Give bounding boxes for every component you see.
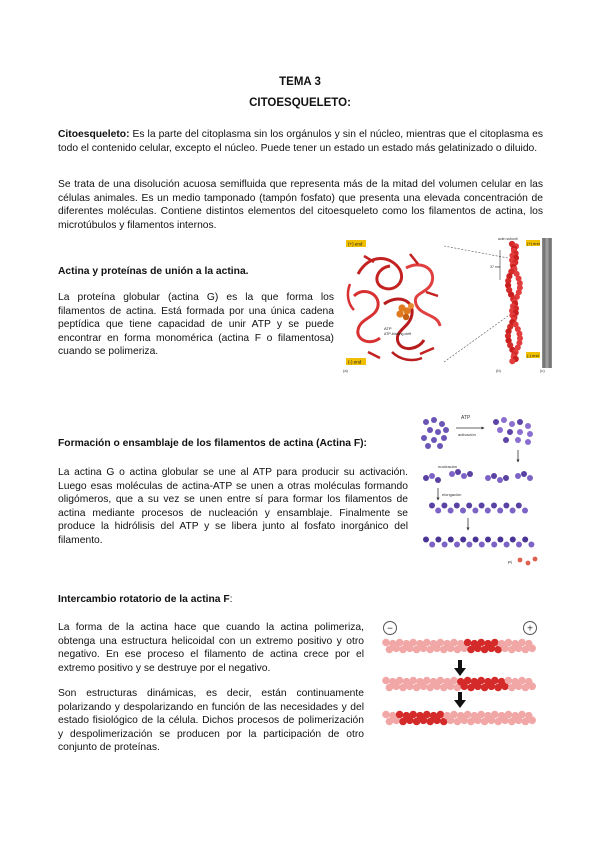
plus-end-symbol xyxy=(524,622,537,635)
oligomer-subunit xyxy=(429,473,435,479)
actin-subunit xyxy=(477,711,485,719)
atp-actin-monomer xyxy=(527,431,533,437)
filament-subunit xyxy=(479,542,485,548)
actin-subunit xyxy=(528,683,536,691)
atp-actin-monomer xyxy=(503,437,509,443)
filament-subunit xyxy=(429,542,435,548)
filament-subunit xyxy=(528,542,534,548)
actin-subunit xyxy=(409,677,417,685)
oligomer-subunit xyxy=(515,473,521,479)
g-actin-monomer xyxy=(431,437,437,443)
g-actin-monomer xyxy=(425,443,431,449)
filament-subunit xyxy=(454,542,460,548)
down-arrow-icon xyxy=(454,692,466,708)
filament-subunit xyxy=(460,508,466,514)
filament-subunit xyxy=(423,537,429,543)
atp-actin-monomer xyxy=(517,429,523,435)
actin-subunit xyxy=(382,639,390,647)
intro-term: Citoesqueleto: xyxy=(58,129,130,140)
actin-subunit xyxy=(450,639,458,647)
actin-assembly-figure xyxy=(418,412,548,572)
actin-subunit xyxy=(477,639,485,647)
g-actin-monomer xyxy=(423,419,429,425)
nucleation-label: nucleación xyxy=(438,464,458,469)
actin-subunit xyxy=(396,639,404,647)
oligomer-subunit xyxy=(435,477,441,483)
filament-subunit xyxy=(516,542,522,548)
phosphate-label: Pi xyxy=(508,560,513,565)
positive-end-label: (+) end xyxy=(348,241,363,247)
filament-subunit xyxy=(454,503,460,509)
filament-subunit xyxy=(516,503,522,509)
actin-subunit xyxy=(528,717,536,725)
actin-subunit xyxy=(437,677,445,685)
actin-subunit xyxy=(491,677,499,685)
intro-definition: Es la parte del citoplasma sin los orgánulos y sin el núcleo, mientras que el citoplasma es todo el contenido celular, excepto el núcleo. Puede tener un estado un estado más gelatinizado o diluido. xyxy=(58,129,543,154)
filament-subunit xyxy=(485,508,491,514)
g-actin-monomer xyxy=(421,435,427,441)
atp-actin-monomer xyxy=(501,417,507,423)
filament-subunit xyxy=(491,503,497,509)
panel-b-label: (b) xyxy=(496,368,501,373)
g-actin-monomer xyxy=(443,427,449,433)
filament-subunit xyxy=(466,503,472,509)
g-actin-monomer xyxy=(437,443,443,449)
atp-actin-monomer xyxy=(507,429,513,435)
svg-text:+: + xyxy=(527,623,533,635)
actin-subunit xyxy=(477,677,485,685)
atp-actin-monomer xyxy=(525,439,531,445)
topic-title: TEMA 3 xyxy=(279,76,321,88)
actin-subunit xyxy=(464,639,472,647)
filament-subunit xyxy=(497,537,503,543)
intro-paragraph-2: Se trata de una disolución acuosa semifluida que representa más de la mitad del volumen celular en las células animales. Es un medio tamponado (tampón fosfato) que presenta una elevada concentración de diferentes moléculas. Contiene distintos elementos del citoesqueleto como los filamentos de actina, los microtúbulos y filamentos internos. xyxy=(58,179,543,231)
actin-subunit xyxy=(528,645,536,653)
filament-subunit xyxy=(442,542,448,548)
filament-subunit xyxy=(429,503,435,509)
filament-subunit xyxy=(466,542,472,548)
atp-label: ATP xyxy=(384,326,392,331)
mature-filament xyxy=(423,537,534,548)
negative-end-label: (-) end xyxy=(348,359,362,365)
actin-subunit xyxy=(423,677,431,685)
actin-subunit xyxy=(518,677,526,685)
panel-a-label: (a) xyxy=(343,368,348,373)
atp-actin-monomer xyxy=(517,419,523,425)
filament-subunit xyxy=(522,508,528,514)
treadmilling-heading-text: Intercambio rotatorio de la actina F xyxy=(58,594,230,605)
section-heading-assembly: Formación o ensamblaje de los filamentos de actina (Actina F): xyxy=(58,438,367,449)
actin-subunit xyxy=(437,711,445,719)
filament-subunit xyxy=(448,508,454,514)
svg-text:−: − xyxy=(387,623,393,635)
filament-stage-2 xyxy=(382,677,536,692)
filament-subunit xyxy=(435,537,441,543)
filament-subunit xyxy=(485,537,491,543)
filament-subunit xyxy=(448,537,454,543)
g-actin-monomer xyxy=(435,429,441,435)
actin-subunit xyxy=(518,711,526,719)
filament-subunit xyxy=(491,542,497,548)
treadmilling-heading-colon: : xyxy=(229,594,233,605)
oligomer-subunit xyxy=(449,471,455,477)
oligomers xyxy=(423,469,533,483)
filament-subunit xyxy=(441,503,447,509)
filament-subunit xyxy=(504,542,510,548)
page-title: CITOESQUELETO: xyxy=(249,97,351,109)
atp-actin-monomer xyxy=(493,419,499,425)
pitch-label: 37 nm xyxy=(490,265,500,269)
atp-actin-monomer xyxy=(509,421,515,427)
filament-positive-label: (+) end xyxy=(527,241,540,246)
section-body-assembly: La actina G o actina globular se une al ATP para producir su activación. Luego esas moléculas de actina-ATP se unen a otras moléculas formando oligómeros, que a su vez se unen entre sí para formar los filamentos de actina mediante procesos de nucleación y ensamblaje. Finalmente se produce la hidrólisis del ATP y se libera junto al fosfato inorgánico del filamento. xyxy=(58,467,408,546)
filament-subunit xyxy=(510,508,516,514)
g-actin-monomer xyxy=(427,427,433,433)
atp-actin-monomer xyxy=(515,437,521,443)
actin-subunit xyxy=(464,677,472,685)
section-heading-actin: Actina y proteínas de unión a la actina. xyxy=(58,266,249,277)
actin-subunit xyxy=(491,711,499,719)
oligomer-subunit xyxy=(497,477,503,483)
actin-subunit xyxy=(382,677,390,685)
actin-subunit xyxy=(382,711,390,719)
actin-subunit xyxy=(491,639,499,647)
activation-label: activación xyxy=(458,432,476,437)
atp-actin-monomer xyxy=(497,427,503,433)
filament-negative-label: (-) end xyxy=(527,353,539,358)
treadmilling-figure xyxy=(372,616,550,734)
actin-structure-figure xyxy=(340,234,552,374)
g-actin-monomer xyxy=(439,421,445,427)
section-body-actin: La proteína globular (actina G) es la que forma los filamentos de actina. Está formada por una única cadena peptídica que tiene capacidad de unir ATP y se puede encontrar en forma monomérica (actina F o filamentosa) cuando se polimeriza. xyxy=(58,292,334,358)
section-heading-treadmilling xyxy=(58,594,233,605)
minus-end-symbol xyxy=(384,622,397,635)
filament-stage-3 xyxy=(382,711,536,726)
g-actin-monomer xyxy=(431,417,437,423)
actin-subunit xyxy=(450,711,458,719)
oligomer-subunit xyxy=(461,473,467,479)
atp-actin-monomers xyxy=(493,417,533,445)
oligomer-subunit xyxy=(455,469,461,475)
atp-caption: ATP-binding cleft xyxy=(384,332,412,336)
oligomer-subunit xyxy=(491,473,497,479)
oligomer-subunit xyxy=(485,475,491,481)
actin-subunit xyxy=(505,639,513,647)
panel-c-label: (c) xyxy=(540,368,545,373)
actin-subunit xyxy=(464,711,472,719)
subunit-label: actin subunit xyxy=(498,237,518,241)
actin-subunit xyxy=(505,677,513,685)
filament-stage-1 xyxy=(382,639,536,654)
electron-micrograph xyxy=(542,238,552,368)
g-actin-monomer xyxy=(441,435,447,441)
actin-subunit xyxy=(409,711,417,719)
filament-subunit xyxy=(460,537,466,543)
filament-subunit xyxy=(497,508,503,514)
g-actin-monomers xyxy=(421,417,449,449)
growing-filament xyxy=(429,503,528,514)
actin-subunit xyxy=(518,639,526,647)
actin-subunit xyxy=(505,711,513,719)
actin-subunit xyxy=(396,711,404,719)
atp-label: ATP xyxy=(461,415,471,421)
elongation-label: elongación xyxy=(442,492,462,497)
intro-paragraph xyxy=(58,128,543,155)
oligomer-subunit xyxy=(503,475,509,481)
actin-subunit xyxy=(423,711,431,719)
down-arrow-icon xyxy=(454,660,466,676)
atp-actin-monomer xyxy=(525,423,531,429)
oligomer-subunit xyxy=(423,475,429,481)
filament-subunit xyxy=(510,537,516,543)
released-phosphate xyxy=(518,557,538,566)
actin-subunit xyxy=(437,639,445,647)
oligomer-subunit xyxy=(527,475,533,481)
actin-subunit xyxy=(450,677,458,685)
oligomer-subunit xyxy=(521,471,527,477)
filament-subunit xyxy=(472,508,478,514)
actin-subunit xyxy=(396,677,404,685)
filament-subunit xyxy=(435,508,441,514)
actin-subunit xyxy=(409,639,417,647)
section-body-treadmilling-2: Son estructuras dinámicas, es decir, están continuamente polarizando y despolarizando en función de las necesidades y del estado fisiológico de la célula. Dichos procesos de polimerización y despolimerización se producen por la participación de otro conjunto de proteínas. xyxy=(58,688,364,754)
filament-subunit xyxy=(479,503,485,509)
section-body-treadmilling-1: La forma de la actina hace que cuando la actina polimeriza, obtenga una estructura helicoidal con un extremo positivo y otro negativo. En ese proceso el filamento de actina crece por el extremo positivo y se destruye por el negativo. xyxy=(58,622,364,674)
filament-subunit xyxy=(473,537,479,543)
actin-subunit xyxy=(423,639,431,647)
oligomer-subunit xyxy=(467,471,473,477)
filament-subunit xyxy=(503,503,509,509)
actin-subunit xyxy=(509,358,515,364)
filament-subunit xyxy=(522,537,528,543)
